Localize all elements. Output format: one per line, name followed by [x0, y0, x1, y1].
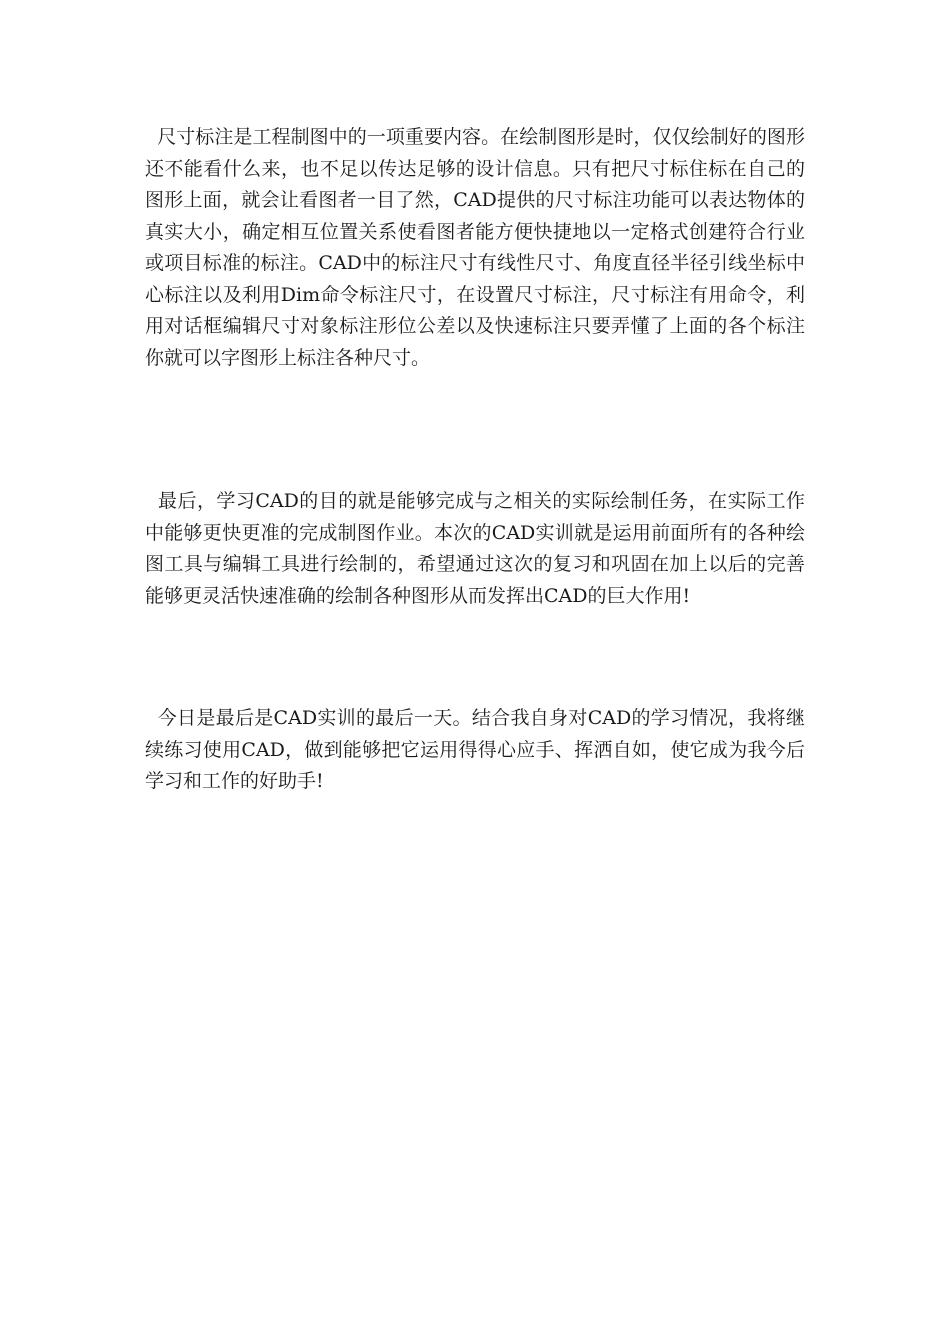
- paragraph-dimension-annotation: 尺寸标注是工程制图中的一项重要内容。在绘制图形是时，仅仅绘制好的图形还不能看什么来，也不足以传达足够的设计信息。只有把尺寸标住标在自己的图形上面，就会让看图者一目了然，CAD提供的尺寸标注功能可以表达物体的真实大小，确定相互位置关系使看图者能方便快捷地以一定格式创建符合行业或项目标准的标注。CAD中的标注尺寸有线性尺寸、角度直径半径引线坐标中心标注以及利用Dim命令标注尺寸，在设置尺寸标注，尺寸标注有用命令，利用对话框编辑尺寸对象标注形位公差以及快速标注只要弄懂了上面的各个标注你就可以字图形上标注各种尺寸。: [145, 126, 805, 369]
- paragraph-final-day: 今日是最后是CAD实训的最后一天。结合我自身对CAD的学习情况，我将继续练习使用CAD，做到能够把它运用得得心应手、挥洒自如，使它成为我今后学习和工作的好助手!: [145, 707, 805, 792]
- paragraph-learning-goal: 最后，学习CAD的目的就是能够完成与之相关的实际绘制任务，在实际工作中能够更快更准的完成制图作业。本次的CAD实训就是运用前面所有的各种绘图工具与编辑工具进行绘制的，希望通过这次的复习和巩固在加上以后的完善能够更灵活快速准确的绘制各种图形从而发挥出CAD的巨大作用!: [145, 490, 805, 607]
